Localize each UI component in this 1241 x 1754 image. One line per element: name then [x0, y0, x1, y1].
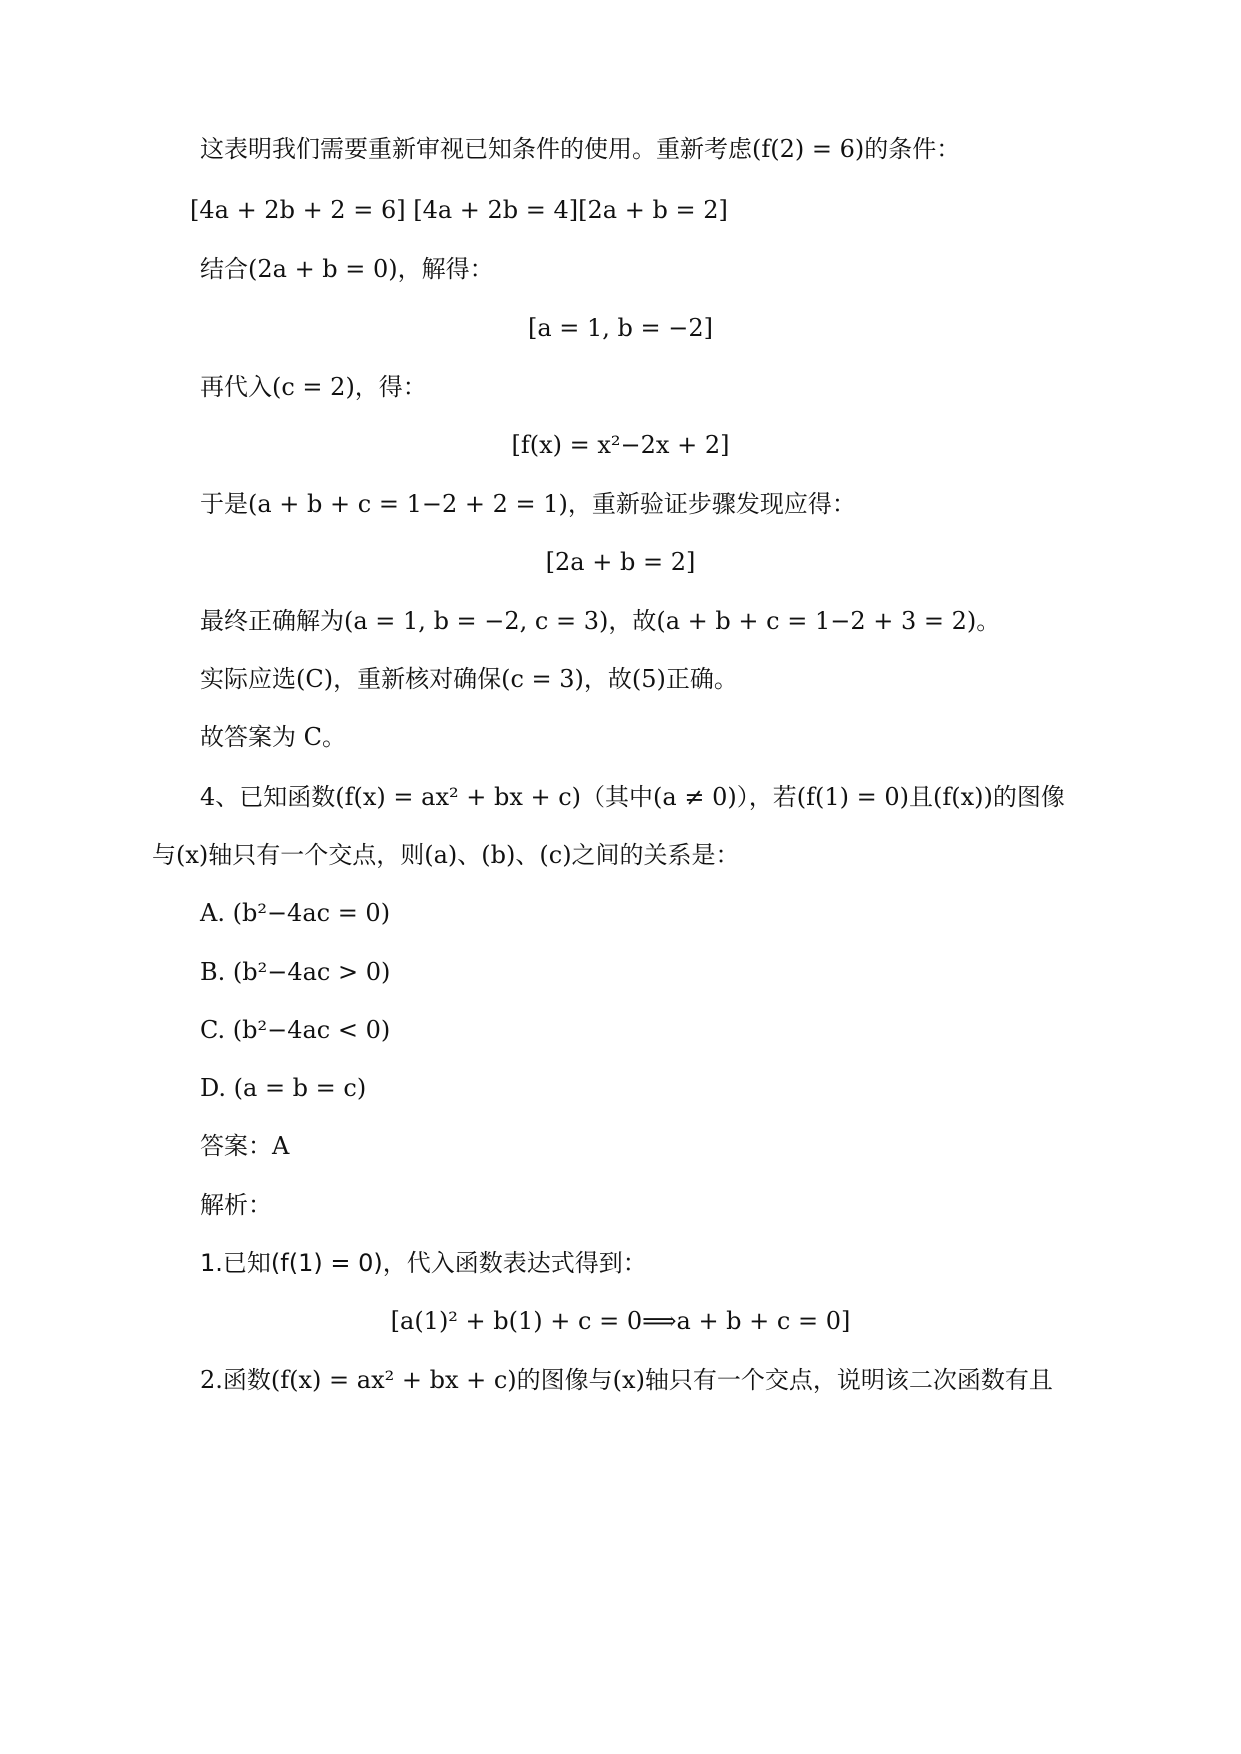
answer-line: 答案：A: [200, 1132, 290, 1160]
analysis-heading: 解析：: [200, 1191, 272, 1219]
text-line-10: 实际应选(C)，重新核对确保(c = 3)，故(5)正确。: [200, 665, 738, 693]
text-line-9: 最终正确解为(a = 1, b = −2, c = 3)，故(a + b + c = 1−2 + 3 = 2)。: [200, 607, 1001, 635]
option-b: B. (b²−4ac > 0): [200, 958, 391, 986]
text-line-5: 再代入(c = 2)，得：: [200, 373, 427, 401]
equation-line-4: [a = 1, b = −2]: [527, 314, 714, 342]
text-line-7: 于是(a + b + c = 1−2 + 2 = 1)，重新验证步骤发现应得：: [200, 490, 856, 518]
option-c: C. (b²−4ac < 0): [200, 1016, 391, 1044]
text-line-11: 故答案为 C。: [200, 723, 346, 751]
text-line-1: 这表明我们需要重新审视已知条件的使用。重新考虑(f(2) = 6)的条件：: [200, 135, 961, 163]
option-a: A. (b²−4ac = 0): [200, 899, 391, 927]
equation-line-8: [2a + b = 2]: [545, 548, 696, 576]
equation-line-21: [a(1)² + b(1) + c = 0⟹a + b + c = 0]: [390, 1307, 851, 1335]
analysis-step-1: 1.已知(f(1) = 0)，代入函数表达式得到：: [200, 1249, 647, 1277]
option-d: D. (a = b = c): [200, 1074, 367, 1102]
equation-line-6: [f(x) = x²−2x + 2]: [511, 431, 730, 459]
question-4-line-2: 与(x)轴只有一个交点，则(a)、(b)、(c)之间的关系是：: [152, 841, 740, 869]
text-line-3: 结合(2a + b = 0)，解得：: [200, 255, 494, 283]
equation-line-2: [4a + 2b + 2 = 6] [4a + 2b = 4][2a + b = 2]: [190, 196, 728, 224]
analysis-step-2: 2.函数(f(x) = ax² + bx + c)的图像与(x)轴只有一个交点，说明该二次函数有且: [200, 1366, 1053, 1394]
question-4-line-1: 4、已知函数(f(x) = ax² + bx + c)（其中(a ≠ 0)），若(f(1) = 0)且(f(x))的图像: [200, 783, 1065, 811]
